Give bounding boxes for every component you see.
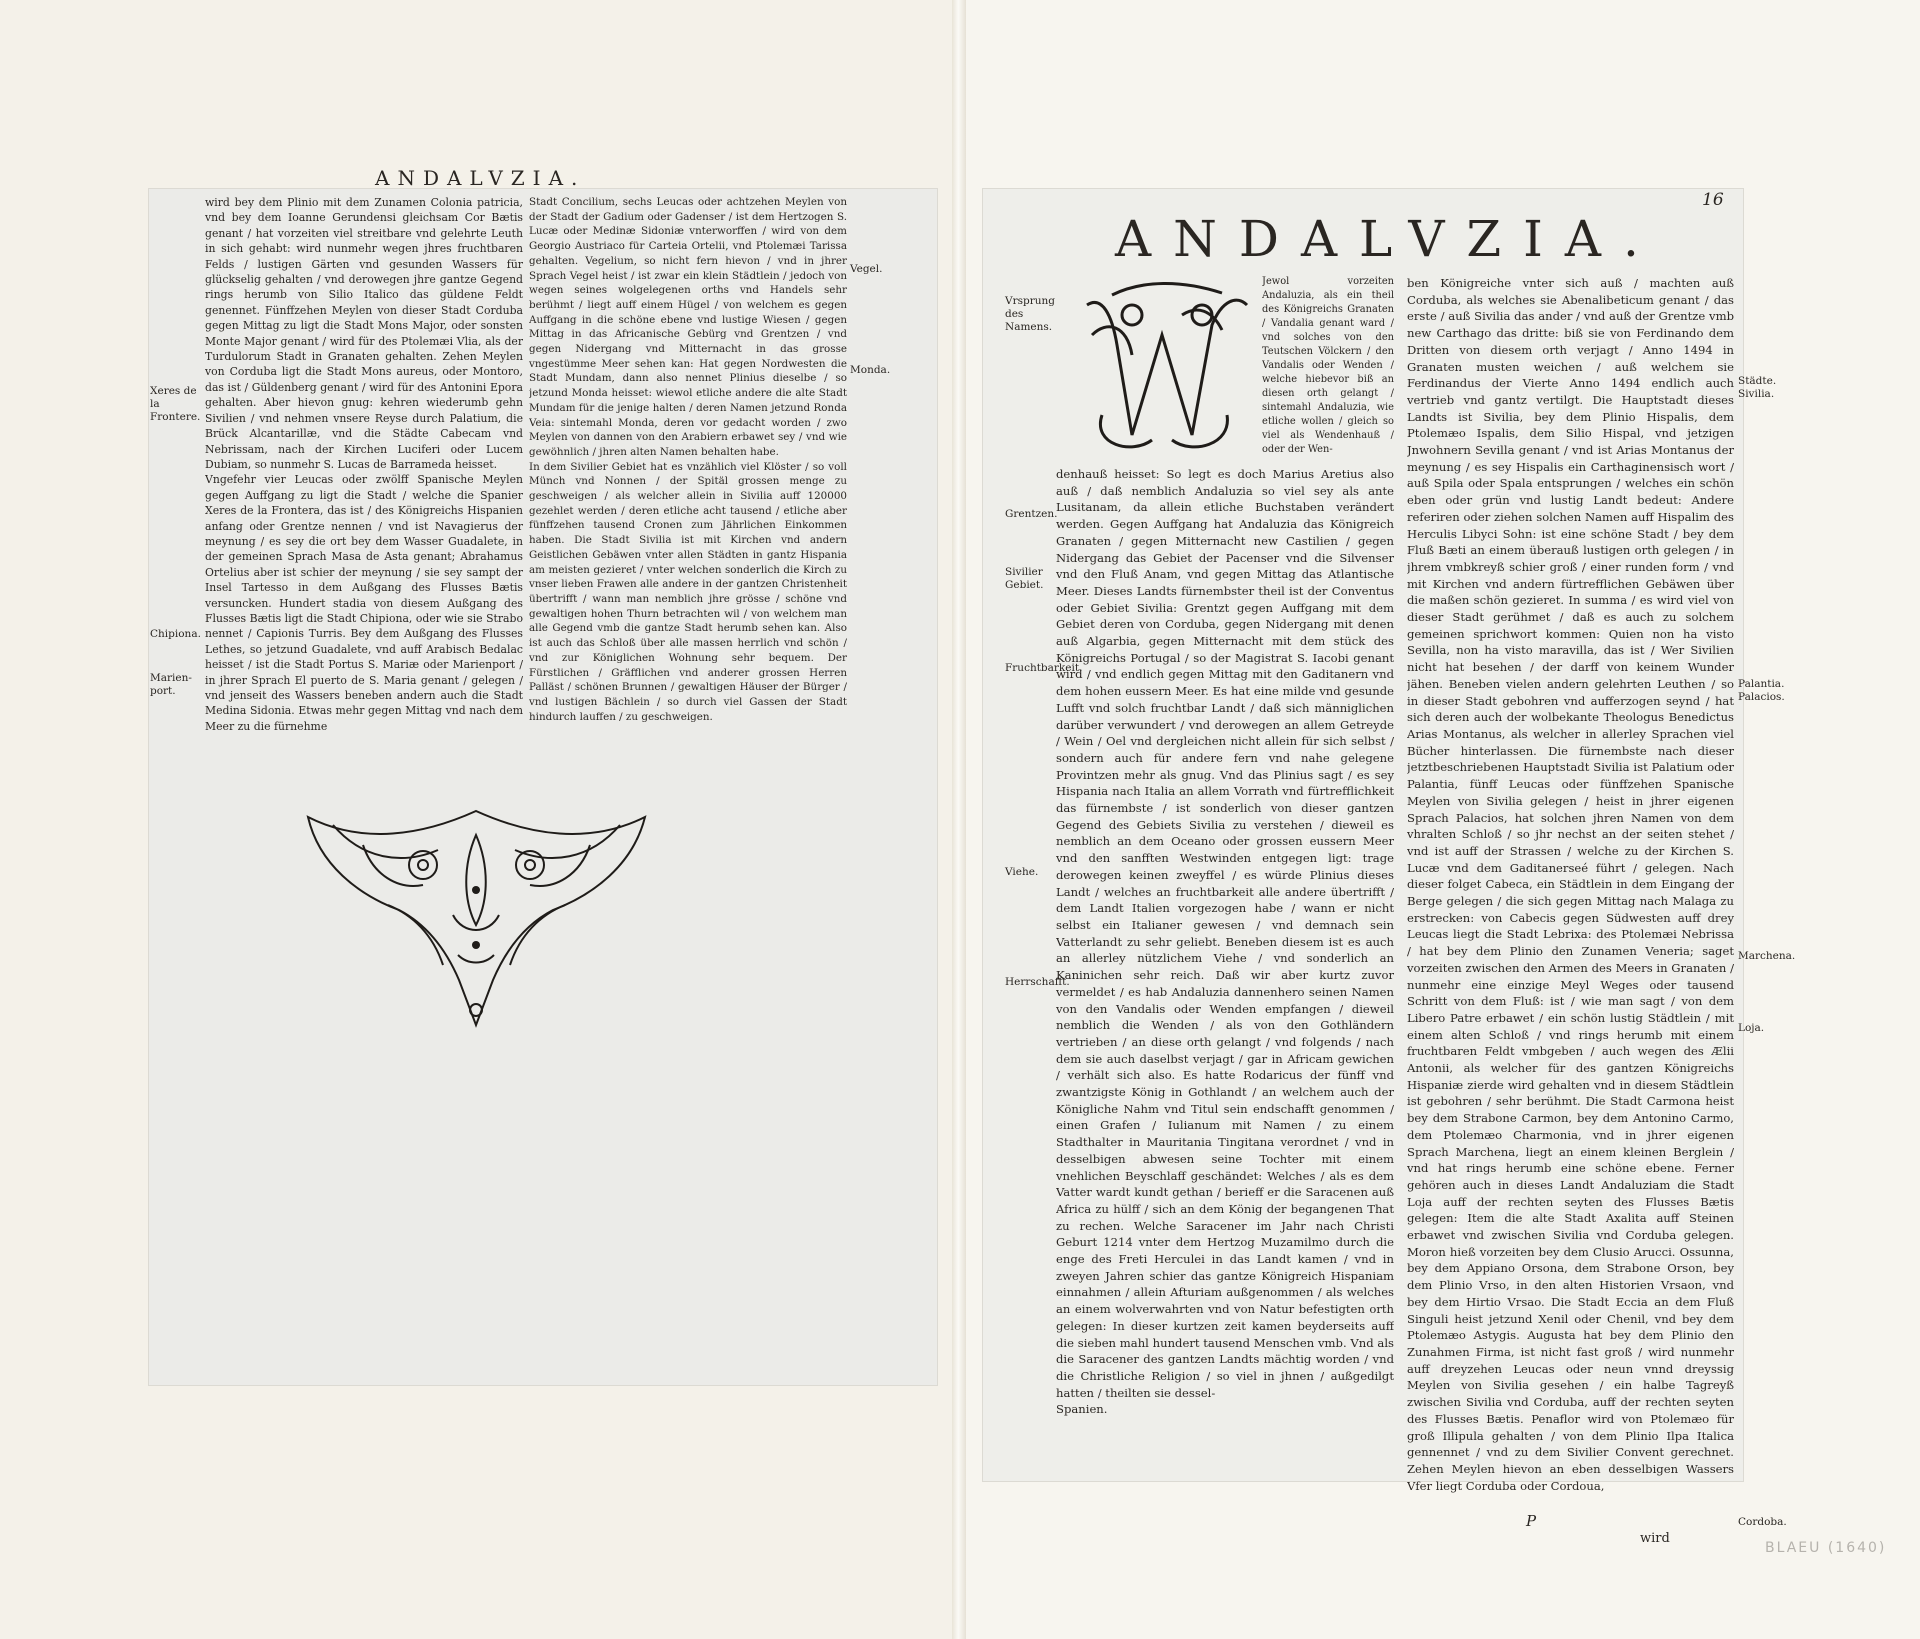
page-number: 16 xyxy=(1702,190,1724,210)
margin-note-herrschafft: Herrschafft. xyxy=(1005,976,1070,988)
decorative-initial-w xyxy=(1072,275,1258,461)
margin-note-chipiona: Chipiona. xyxy=(150,628,201,640)
margin-note-staedte: Städte. Sivilia. xyxy=(1738,375,1777,400)
right-column-1-text: denhauß heisset: So legt es doch Marius Aretius also auß / daß nemblich Andaluzia so viel sey als ante Lusitanam, da allein etliche Buchstaben verändert werden. Gegen Auffgang hat Andaluzia das Königreich Granaten / gegen Mitternacht new Castilien / gegen Nidergang das Gebiet der Pacenser vnd die Silvenser vnd den Fluß Anam, vnd gegen Mittag das Atlantische Meer. Dieses Landts fürnembster theil ist der Conventus oder Gebiet Sivilia: Grentzt gegen Auffgang mit dem Gebiet deren von Corduba, gegen Nidergang mit denen auß Algarbia, gegen Mitternacht mit dem stück des Königreichs Portugal / so der Magistrat S. Iacobi genant wird / vnd endlich gegen Mittag mit den Gaditanern vnd dem hohen eussern Meer. Es hat eine milde vnd gesunde Lufft vnd solch fruchtbar Landt / daß sich männiglichen darüber verwundert / vnd derowegen an allem Getreyde / Wein / Oel vnd dergleichen nicht allein für sich selbst / sondern auch für andere fern vnd nahe gelegene Provintzen mehr als gnug. Vnd das Plinius sagt / es sey Hispania nach Italia an allem Vorrath vnd fürtrefflichkeit das fürnembste / ist sonderlich von dieser gantzen Gegend des Gebiets Sivilia zu verstehen / dieweil es nemblich an dem Oceano oder grossen eussern Meer vnd den sanfften Westwinden entgegen ligt: trage derowegen keinen zweyffel / es würde Plinius dieses Landt / welches an fruchtbarkeit alle andere übertrifft / dem Landt Italien vorgezogen habe / wann er nicht selbst ein Italianer gewesen / vnd demnach sein Vatterlandt zu sehr geliebt. Beneben diesem ist es auch an allerley nützlichem Viehe / vnd sonderlich an Kaninichen sehr reich. Daß wir aber kurtz zuvor vermeldet / es hab Andaluzia dannenhero seinen Namen von den Vandalis oder Wenden empfangen / dieweil nemblich die Wenden / als von den Gothländern vertrieben / an diese orth gelangt / vnd folgends / nach dem sie auch daselbst verjagt / gar in Africam gewichen / verhält sich also. Es hatte Rodaricus der fünff vnd zwantzigste König in Gothlandt / an welchem auch der Königliche Nahm vnd Titul sein endschafft genommen / einen Grafen / Iulianum mit Namen / zu einem Stadthalter in Mauritania Tingitana verordnet / vnd in desselbigen abwesen seine Tochter mit einem vnehlichen Beyschlaff geschändet: Welches / als es dem Vatter wardt kundt gethan / berieff er die Saracenen auß Africa zu hülff / sich an dem König der begangenen That zu rechen. Welche Saracener im Jahr nach Christi Geburt 1214 vnter dem Hertzog Muzamilmo durch die enge des Freti Herculei in das Landt kamen / vnd in zweyen Jahren schier das gantze Königreich Hispaniam einnahmen / allein Afturiam außgenommen / als welches an einem wolverwahrten vnd von Natur befestigten orth gelegen: In dieser kurtzen zeit kamen beyderseits auff die sieben mahl hundert tausend Menschen vmb. Vnd als die Saracener des gantzen Landts mächtig worden / vnd die Christliche Religion / so viel in jhnen / außgedilgt hatten / theilten sie dessel- Spanien. xyxy=(1056,467,1394,1417)
catchword: wird xyxy=(1640,1531,1670,1546)
margin-note-sivilier-gebiet: Sivilier Gebiet. xyxy=(1005,566,1044,591)
margin-note-loja: Loja. xyxy=(1738,1022,1765,1034)
margin-note-vrsprung: Vrsprung des Namens. xyxy=(1005,295,1055,333)
left-page-heading: ANDALVZIA. xyxy=(375,166,586,190)
pencil-annotation: BLAEU (1640) xyxy=(1765,1540,1887,1556)
right-page-heading: ANDALVZIA. xyxy=(1115,210,1661,268)
margin-note-viehe: Viehe. xyxy=(1005,866,1039,878)
ornament-tailpiece xyxy=(303,805,650,1028)
center-fold xyxy=(952,0,966,1639)
margin-note-marienport: Marien-port. xyxy=(150,672,192,697)
margin-note-grentzen: Grentzen. xyxy=(1005,508,1058,520)
margin-note-cordoba: Cordoba. xyxy=(1738,1516,1787,1528)
right-column-1-top-text: Jewol vorzeiten Andaluzia, als ein theil des Königreichs Granaten / Vandalia genant ward / vnd solches von den Teutschen Völckern / den Vandalis oder Wenden / welche hiebevor biß an diesen orth gelangt / sintemahl Andaluzia, wie etliche wollen / gleich so viel als Wendenhauß / oder der Wen- xyxy=(1262,276,1394,455)
left-column-2-text: Stadt Concilium, sechs Leucas oder achtzehen Meylen von der Stadt der Gadium oder Gadenser / ist dem Hertzogen S. Lucæ oder Medinæ Sidoniæ vnterworffen / wird von dem Georgio Austriaco für Carteia Ortelii, vnd Ptolemæi Tarissa gehalten. Vegelium, so nicht fern hievon / vnd in jhrer Sprach Vegel heist / ist zwar ein klein Städtlein / jedoch von wegen seines wolgelegenen orths vnd Handels sehr berühmt / liegt auff einem Hügel / von welchem es gegen Auffgang in die schöne ebene vnd lustige Wiesen / gegen Mittag in das Africanische Gebürg vnd Grentzen / vnd gegen Nidergang vnd Mitternacht in das grosse vngestümme Meer sehen kan: Hat gegen Nordwesten die Stadt Mundam, dann also nennet Plinius dieselbe / so jetzund Monda heisset: wiewol etliche andere die alte Stadt Mundam für die jenige halten / deren Namen jetzund Ronda Veia: sintemahl Monda, deren vor gedacht worden / zwo Meylen von dannen von den Arabiern erbawet sey / vnd wie gewöhnlich / jhren alten Namen behalten habe. In dem Sivilier Gebiet hat es vnzählich viel Klöster / so voll Münch vnd Nonnen / der Spitäl grossen menge zu geschweigen / als welcher allein in Sivilia auff 120000 gezehlet werden / deren etliche acht tausend / etliche aber fünffzehen tausend Cronen zum Jährlichen Einkommen haben. Die Stadt Sivilia ist mit Kirchen vnd andern Geistlichen Gebäwen vnter allen Städten in gantz Hispania am meisten gezieret / vnter welchen sonderlich die Kirch zu vnser lieben Frawen alle andere in der gantzen Christenheit übertrifft / wann man nemblich jhre grösse / schöne vnd gewaltigen hohen Thurn betrachten wil / von welchem man alle Gegend vmb die gantze Stadt herumb sehen kan. Also ist auch das Schloß über alle massen herrlich vnd schön / vnd zur Königlichen Wohnung sehr bequem. Der Fürstlichen / Gräfflichen vnd anderer grossen Herren Palläst / schönen Brunnen / gewaltigen Häuser der Bürger / vnd lustigen Bächlein / so durch viel Gassen der Stadt hindurch lauffen / zu geschweigen. xyxy=(529,196,847,723)
margin-note-marchena: Marchena. xyxy=(1738,950,1796,962)
margin-note-fruchtbarkeit: Fruchtbarkeit. xyxy=(1005,662,1083,674)
margin-note-monda: Monda. xyxy=(850,364,891,376)
right-column-2-text: ben Königreiche vnter sich auß / machten auß Corduba, als welches sie Abenalibeticum genant / das erste / auß Sivilia das ander / vnd auß der Grentze vmb new Carthago das dritte: biß sie von Ferdinando dem Dritten von diesem orth verjagt / Anno 1494 in Granaten musten weichen / auß welchem sie Ferdinandus der Vierte Anno 1494 endlich auch vertrieb vnd gantz vertilgt. Die Hauptstadt dieses Landts ist Sivilia, bey dem Plinio Hispalis, dem Ptolemæo Ispalis, dem Silio Hispal, vnd jetzigen Jnwohnern Sevilla genant / vnd ist Arias Montanus der meynung / es sey Hispalis ein Carthaginensisch wort / auß Spila oder Spala entsprungen / welches ein schön eben oder grün vnd lustig Landt bedeut: Andere referiren oder ziehen solchen Namen auff Hispalim des Herculis Libyci Sohn: ist eine schöne Stadt / bey dem Fluß Bæti an einem überauß lustigen orth gelegen / in jhrem vmbkreyß schier groß / einer runden form / vnd mit Kirchen vnd andern fürtrefflichen Gebäwen über die maßen schön gezieret. In summa / es wird viel von dieser Stadt gerühmet / daß es auch zu solchem gemeinen sprichwort kommen: Quien non ha visto Sevilla, non ha visto maravilla, das ist / Wer Sivilien nicht hat besehen / der darff von keinem Wunder jähen. Beneben vielen andern gelehrten Leuthen / so in dieser Stadt gebohren vnd aufferzogen seynd / hat sich deren auch der wolbekante Theologus Benedictus Arias Montanus, als welcher in allerley Sprachen viel Bücher hinterlassen. Die fürnembste nach dieser jetztbeschriebenen Hauptstadt Sivilia ist Palatium oder Palantia, fünff Leucas oder fünffzehen Spanische Meylen von Sivilia gelegen / heist in jhrer eigenen Sprach Palacios, hat solchen jhren Namen von dem vhralten Schloß / so jhr nechst an der seiten stehet / vnd ist auff der Strassen / welche zu der Kirchen S. Lucæ vnd dem Gaditanerseé führt / gelegen. Nach dieser folget Cabeca, ein Städtlein in dem Eingang der Berge gelegen / die sich gegen Mittag nach Malaga zu erstrecken: von Cabecis gegen Südwesten auff drey Leucas liegt die Stadt Lebrixa: des Ptolemæi Nebrissa / hat bey dem Plinio den Zunamen Veneria; saget vorzeiten zwischen den Armen des Meers in Granaten / nunmehr eine einzige Meyl Weges oder tausend Schritt von dem Fluß: ist / wie man sagt / von dem Libero Patre erbawet / ein schön lustig Städtlein / mit einem alten Schloß / vnd rings herumb mit einem fruchtbaren Feldt vmbgeben / auch wegen des Ælii Antonii, als welcher für des gantzen Königreichs Hispaniæ zierde wird gehalten vnd in diesem Städtlein ist gebohren / sehr berühmt. Die Stadt Carmona heist bey dem Strabone Carmon, bey dem Antonino Carmo, dem Ptolemæo Charmonia, vnd in jhrer eigenen Sprach Marchena, liegt an einem kleinen Berglein / vnd hat rings herumb eine schöne ebene. Ferner gehören auch in dieses Landt Andaluziam die Stadt Loja auff der rechten seyten des Flusses Bætis gelegen: Item die alte Stadt Axalita auff Steinen erbawet vnd zwischen Sivilia vnd Corduba gelegen. Moron hieß vorzeiten bey dem Clusio Arucci. Ossunna, bey dem Appiano Orsona, dem Strabone Orson, bey dem Plinio Vrso, in den alten Historien Vrsaon, vnd bey dem Hirtio Vrsao. Die Stadt Eccia an dem Fluß Singuli heist jetzund Xenil oder Chenil, vnd bey dem Ptolemæo Astygis. Augusta hat bey dem Plinio den Zunahmen Firma, ist nicht fast groß / wird nunmehr auff dreyzehen Leucas oder neun vnnd dreyssig Meylen von Sivilia gesehen / ein halbe Tagreyß zwischen Sivilia vnd Corduba, auff der rechten seyten des Flusses Bætis. Penaflor wird von Ptolemæo für groß Illipula gehalten / von dem Plinio Ilpa Italica gennennet / vnd zu dem Sivilier Convent gerechnet. Zehen Meylen hievon an eben desselbigen Wassers Vfer liegt Corduba oder Cordoua, xyxy=(1407,276,1734,1493)
margin-note-vegel: Vegel. xyxy=(850,263,883,275)
left-column-1-text: wird bey dem Plinio mit dem Zunamen Colonia patricia, vnd bey dem Ioanne Gerundensi gleichsam Cor Bætis genant / hat vorzeiten viel streitbare vnd gelehrte Leuth in sich gehabt: wird nunmehr wegen jhres fruchtbaren Felds / lustigen Gärten vnd gesunden Wassers für glückselig gehalten / vnd derowegen jhre gantze Gegend rings herumb von Silio Italico das güldene Feldt genennet. Fünffzehen Meylen von dieser Stadt Corduba gegen Mittag zu ligt die Stadt Mons Major, oder sonsten Monte Major genant / wird für des Ptolemæi Vlia, als der Turdulorum Stadt in Granaten gehalten. Zehen Meylen von Corduba ligt die Stadt Mons aureus, oder Montoro, das ist / Güldenberg genant / wird für des Antonini Epora gehalten. Aber hievon gnug: kehren wiederumb gehn Sivilien / vnd nehmen vnsere Reyse durch Palatium, die Brück Alcantarillæ, vnd die Städte Cabecam vnd Nebrissam, nach der Kirchen Luciferi oder Lucem Dubiam, so nunmehr S. Lucas de Barrameda heisset. Vngefehr vier Leucas oder zwölff Spanische Meylen gegen Auffgang zu ligt die Stadt / welche die Spanier Xeres de la Frontera, das ist / des Königreichs Hispanien anfang oder Grentze nennen / vnd ist Navagierus der meynung / es sey die ort bey dem Wasser Guadalete, in der gemeinen Sprach Masa de Asta genant; Abrahamus Ortelius aber ist schier der meynung / sie sey sampt der Insel Tartesso in dem Außgang des Flusses Bætis versuncken. Hundert stadia von diesem Außgang des Flusses Bætis ligt die Stadt Chipiona, oder wie sie Strabo nennet / Capionis Turris. Bey dem Außgang des Flusses Lethes, so jetzund Guadalete, vnd auff Arabisch Bedalac heisset / ist die Stadt Portus S. Mariæ oder Marienport / in jhrer Sprach El puerto de S. Maria genant / gelegen / vnd jenseit des Wassers beneben andern auch die Stadt Medina Sidonia. Etwas mehr gegen Mittag vnd nach dem Meer zu die fürnehme xyxy=(205,196,523,733)
margin-note-palantia: Palantia. Palacios. xyxy=(1738,678,1785,703)
margin-note-xeres: Xeres de la Frontere. xyxy=(150,385,201,423)
signature-mark: P xyxy=(1526,1512,1537,1530)
